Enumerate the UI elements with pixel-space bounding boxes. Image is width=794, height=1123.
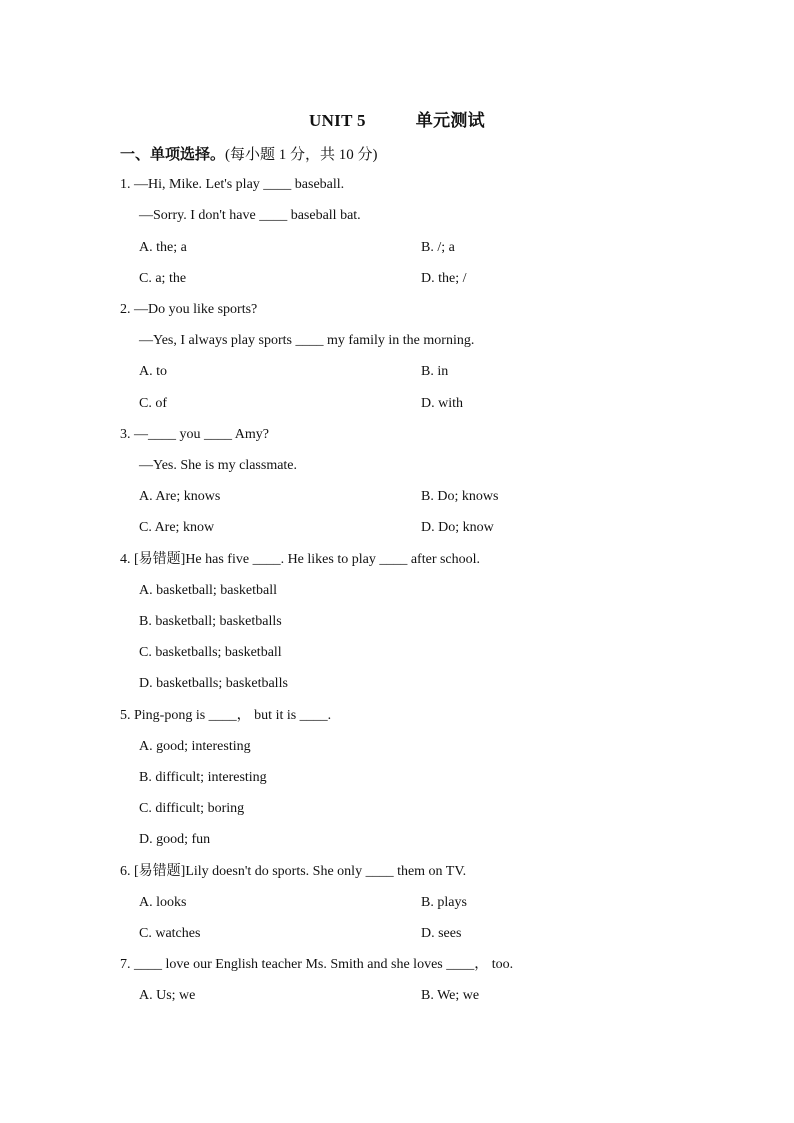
question-2-option-d: D. with (421, 396, 463, 411)
question-7-option-a: A. Us; we (139, 988, 196, 1003)
question-7-stem: 7. ____ love our English teacher Ms. Smith and she loves ____， too. (120, 957, 514, 972)
question-3-response: —Yes. She is my classmate. (139, 458, 298, 473)
unit-label: UNIT 5 (309, 111, 366, 130)
question-2-response: —Yes, I always play sports ____ my family in the morning. (139, 333, 475, 348)
question-2-option-a: A. to (139, 364, 167, 379)
question-1-option-a: A. the; a (139, 240, 187, 255)
question-5-option-a: A. good; interesting (139, 739, 251, 754)
question-1-stem: 1. —Hi, Mike. Let's play ____ baseball. (120, 177, 345, 192)
question-7-option-b: B. We; we (421, 988, 480, 1003)
question-6-option-c: C. watches (139, 926, 201, 941)
question-4-option-d: D. basketballs; basketballs (139, 676, 288, 691)
question-4-option-c: C. basketballs; basketball (139, 645, 282, 660)
question-1-response: —Sorry. I don't have ____ baseball bat. (139, 208, 361, 223)
question-2-option-b: B. in (421, 364, 449, 379)
page-title (0, 106, 794, 131)
question-1-option-d: D. the; / (421, 271, 467, 286)
question-3-option-b: B. Do; knows (421, 489, 499, 504)
question-2-stem: 2. —Do you like sports? (120, 302, 258, 317)
question-3-option-d: D. Do; know (421, 520, 494, 535)
question-1-option-b: B. /; a (421, 240, 455, 255)
question-1-option-c: C. a; the (139, 271, 187, 286)
question-4-option-a: A. basketball; basketball (139, 583, 278, 598)
question-4-option-b: B. basketball; basketballs (139, 614, 282, 629)
question-5-stem: 5. Ping-pong is ____， but it is ____. (120, 708, 332, 723)
question-6-option-a: A. looks (139, 895, 187, 910)
section-note: (每小题 1 分，共 10 分) (225, 147, 378, 163)
question-3-option-a: A. Are; knows (139, 489, 221, 504)
question-5-option-d: D. good; fun (139, 832, 211, 847)
section-label: 一、单项选择。 (120, 147, 226, 163)
question-3-option-c: C. Are; know (139, 520, 215, 535)
question-6-stem: 6. [易错题]Lily doesn't do sports. She only ____ them on TV. (120, 864, 467, 879)
question-5-option-b: B. difficult; interesting (139, 770, 267, 785)
test-name: 单元测试 (415, 111, 485, 130)
question-6-option-d: D. sees (421, 926, 462, 941)
question-6-option-b: B. plays (421, 895, 467, 910)
question-2-option-c: C. of (139, 396, 167, 411)
question-4-stem: 4. [易错题]He has five ____. He likes to play ____ after school. (120, 552, 481, 567)
section-heading (120, 143, 378, 164)
question-5-option-c: C. difficult; boring (139, 801, 245, 816)
question-3-stem: 3. —____ you ____ Amy? (120, 427, 269, 442)
